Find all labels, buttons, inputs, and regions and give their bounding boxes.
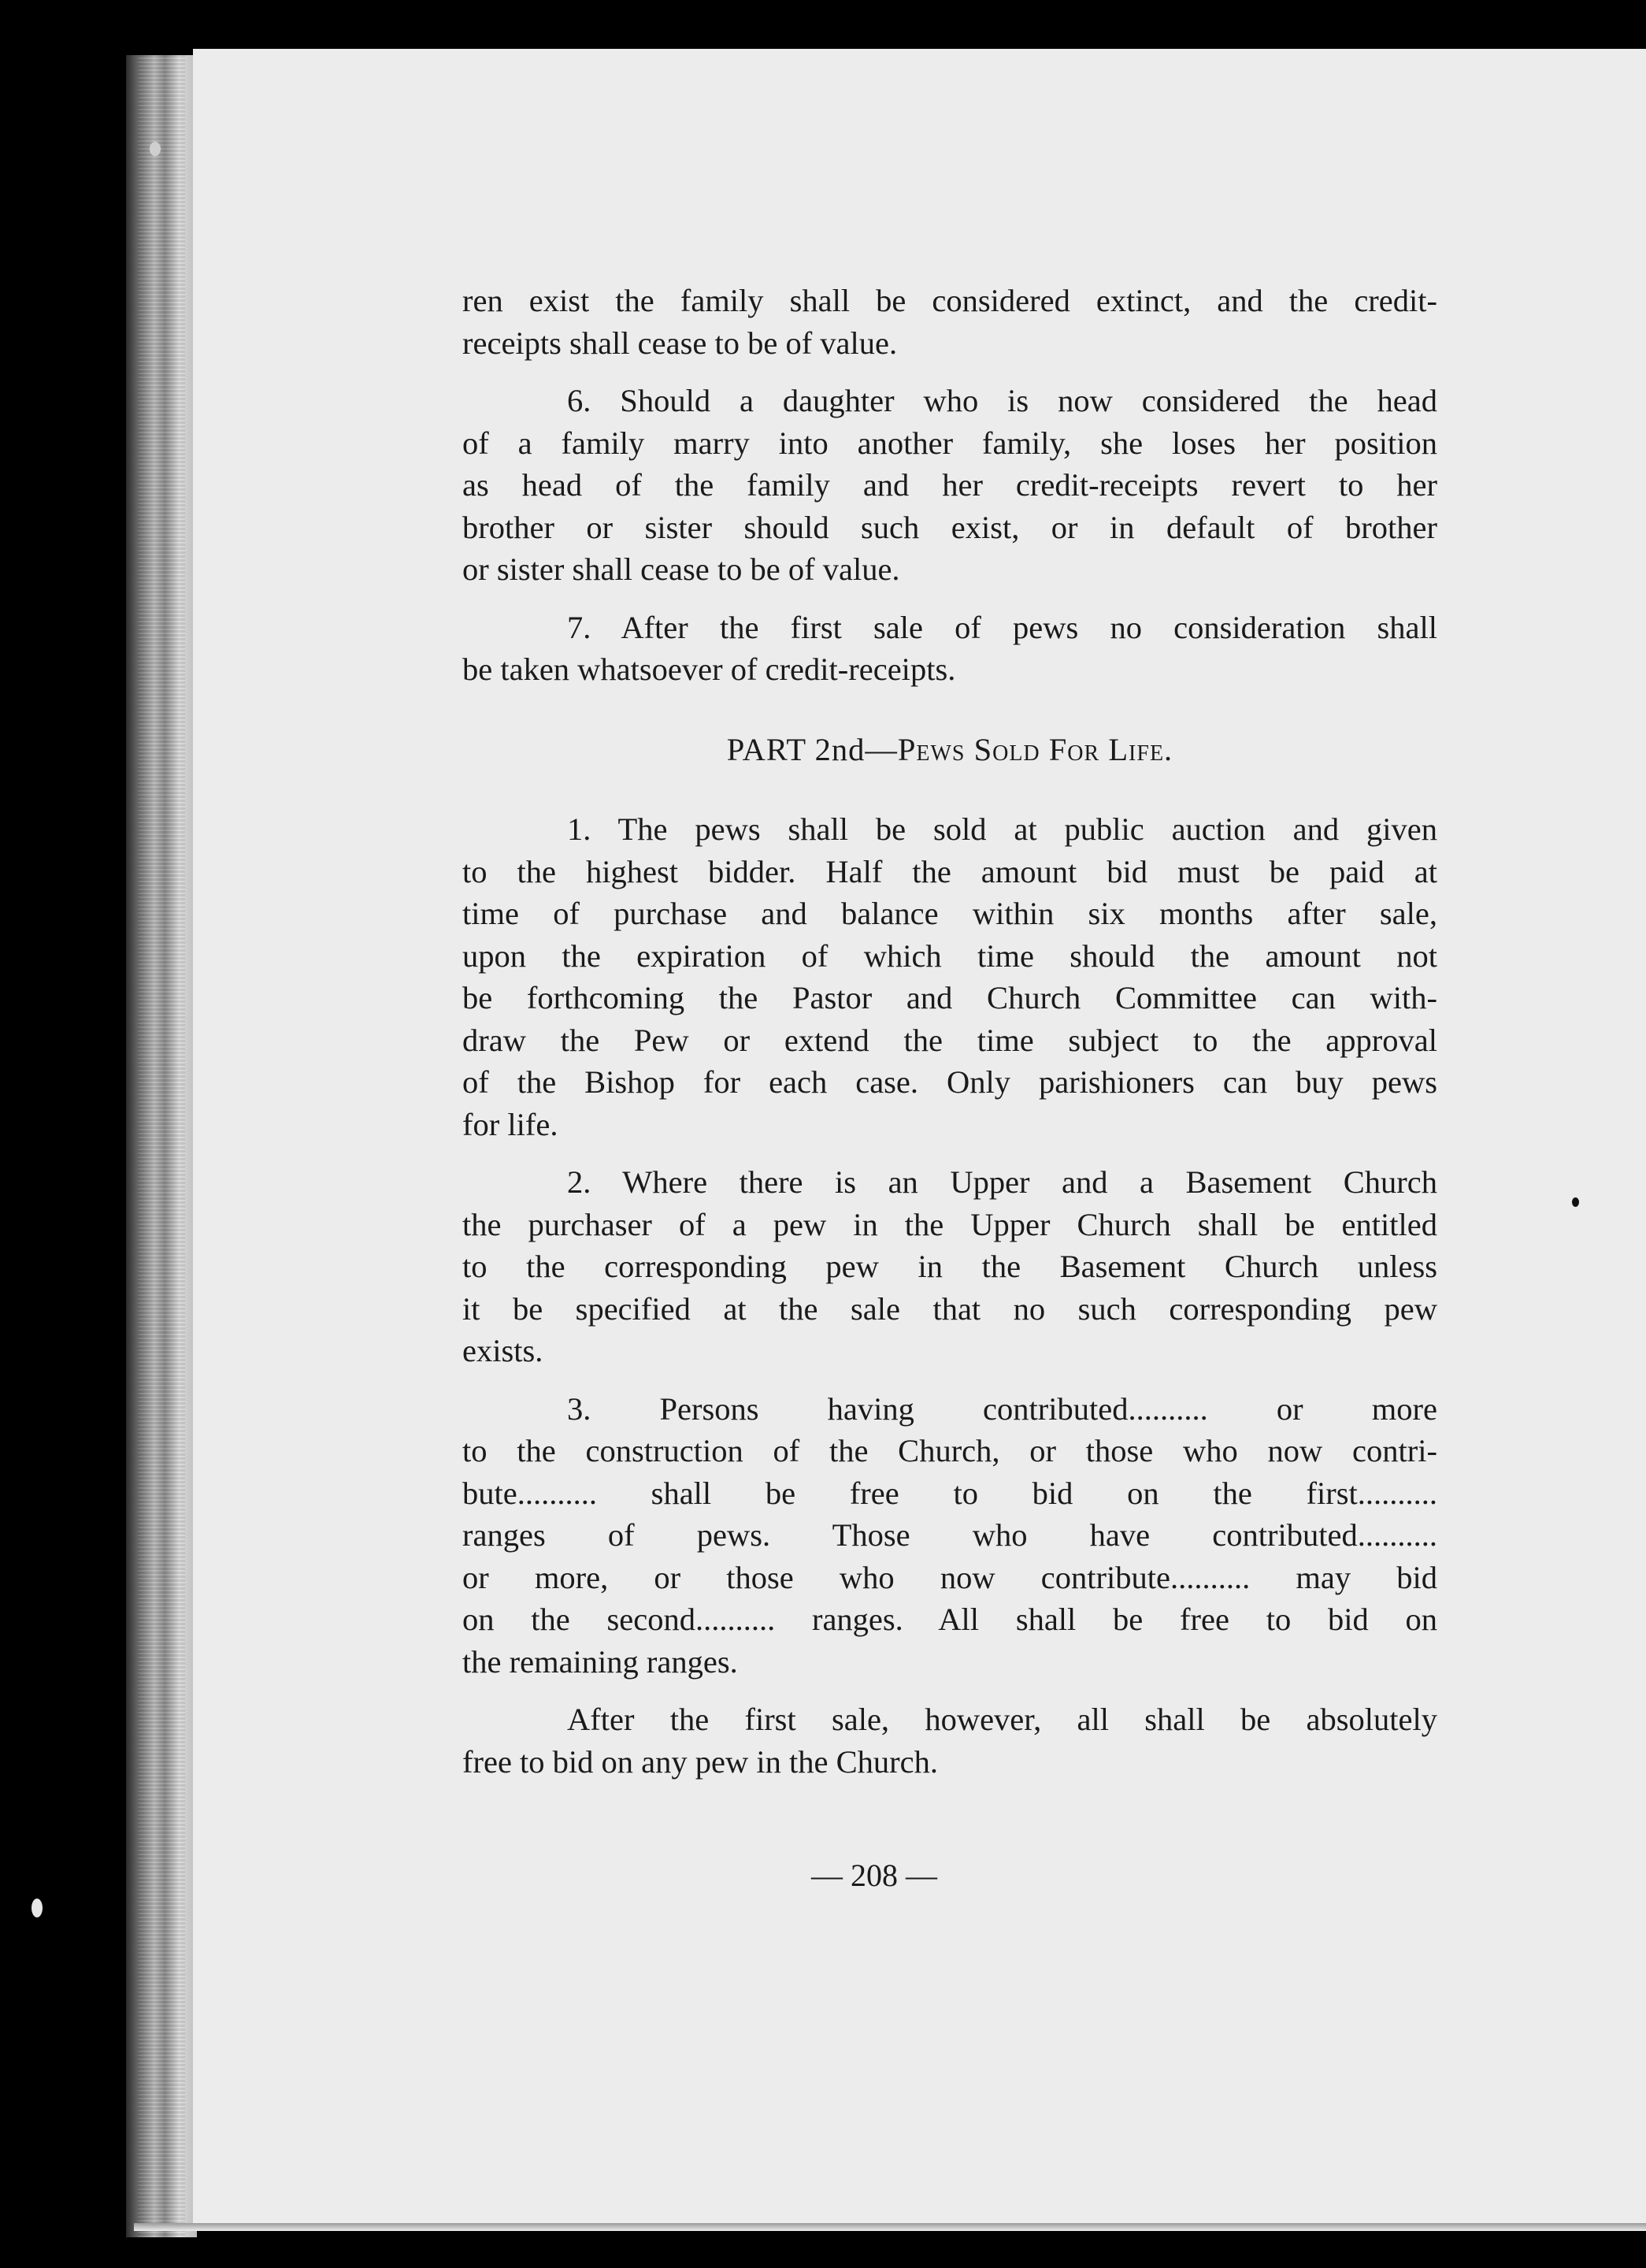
- paragraph-line: it be specified at the sale that no such corresponding pew: [462, 1290, 1437, 1327]
- section-heading-title: Pews Sold For Life.: [897, 731, 1173, 767]
- paragraph-line: on the second.......... ranges. All shall be free to bid on: [462, 1602, 1437, 1637]
- paragraph-line: of a family marry into another family, she loses her position: [462, 425, 1437, 461]
- paragraph-line: draw the Pew or extend the time subject to the approval: [462, 1022, 1437, 1058]
- document-body: [462, 280, 1437, 1783]
- paragraph-line: to the highest bidder. Half the amount bid must be paid at: [462, 853, 1437, 889]
- scan-speck: [150, 142, 161, 156]
- section-heading: [462, 729, 1437, 771]
- paragraph-line: brother or sister should such exist, or in default of brother: [462, 509, 1437, 545]
- paragraph-line: receipts shall cease to be of value.: [462, 325, 898, 361]
- book-spine-texture: [138, 55, 185, 2237]
- paragraph-line: exists.: [462, 1333, 543, 1368]
- paragraph-line: be forthcoming the Pastor and Church Committee can with-: [462, 980, 1437, 1015]
- paragraph-line: time of purchase and balance within six months after sale,: [462, 896, 1437, 931]
- paragraph-line: as head of the family and her credit-receipts revert to her: [462, 467, 1437, 503]
- paragraph-line: to the construction of the Church, or those who now contri-: [462, 1433, 1437, 1468]
- paragraph-line: free to bid on any pew in the Church.: [462, 1743, 938, 1780]
- paragraph-line: After the first sale, however, all shall be absolutely: [567, 1702, 1437, 1737]
- paragraph-line: or sister shall cease to be of value.: [462, 551, 900, 587]
- section-heading-prefix: PART 2nd—: [726, 731, 898, 767]
- paragraph-line: 1. The pews shall be sold at public auction and given: [567, 811, 1437, 847]
- paragraph-line: 2. Where there is an Upper and a Basement Church: [567, 1164, 1437, 1200]
- paragraph-line: be taken whatsoever of credit-receipts.: [462, 651, 956, 687]
- paragraph-line: the remaining ranges.: [462, 1643, 738, 1680]
- paragraph-line: 3. Persons having contributed.......... or more: [567, 1390, 1437, 1427]
- scan-speck: [1572, 1197, 1579, 1207]
- paragraph-line: 6. Should a daughter who is now considered the head: [567, 383, 1437, 418]
- paragraph-line: or more, or those who now contribute.......... may bid: [462, 1559, 1437, 1595]
- paragraph-line: to the corresponding pew in the Basement Church unless: [462, 1249, 1437, 1284]
- page-number: — 208 —: [811, 1858, 937, 1893]
- paragraph-line: bute.......... shall be free to bid on the first..........: [462, 1475, 1437, 1511]
- scan-speck: [32, 1899, 43, 1917]
- paragraph-line: 7. After the first sale of pews no consideration shall: [567, 609, 1437, 645]
- paragraph-line: the purchaser of a pew in the Upper Church shall be entitled: [462, 1206, 1437, 1242]
- page-bottom-edge: [134, 2223, 1646, 2231]
- paragraph-line: of the Bishop for each case. Only parishioners can buy pews: [462, 1064, 1437, 1100]
- paragraph-line: ren exist the family shall be considered extinct, and the credit-: [462, 283, 1437, 318]
- paragraph-line: upon the expiration of which time should the amount not: [462, 937, 1437, 974]
- paragraph-line: for life.: [462, 1106, 558, 1142]
- paragraph-line: ranges of pews. Those who have contributed..........: [462, 1517, 1437, 1553]
